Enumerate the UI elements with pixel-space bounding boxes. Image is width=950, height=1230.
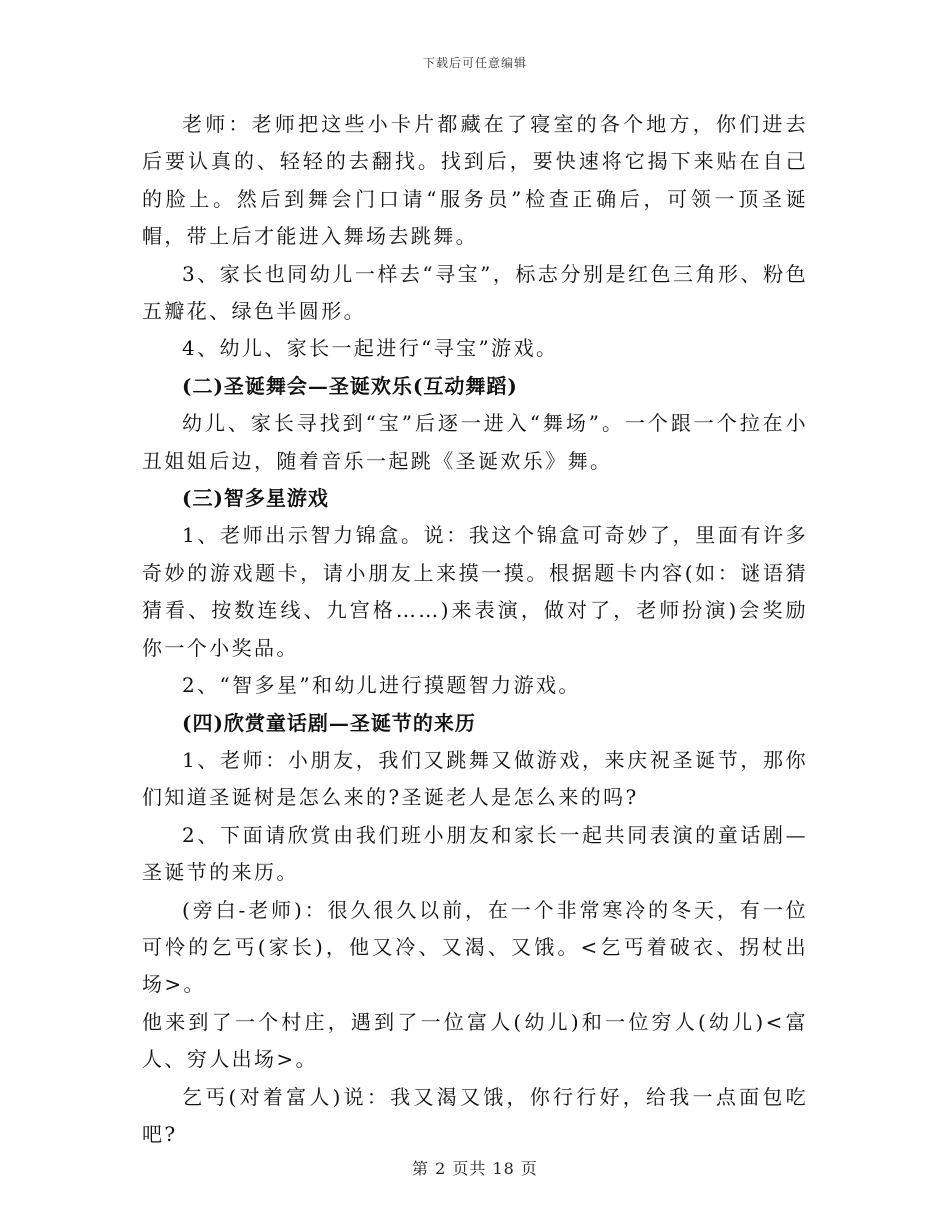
paragraph-village: 他来到了一个村庄，遇到了一位富人(幼儿)和一位穷人(幼儿)<富人、穷人出场>。 — [142, 1009, 808, 1072]
section-heading-smart-star-game: (三)智多星游戏 — [182, 486, 329, 511]
paragraph-play-step-1: 1、老师：小朋友，我们又跳舞又做游戏，来庆祝圣诞节，那你们知道圣诞树是怎么来的?圣诞老人是怎么来的吗? — [142, 747, 808, 810]
paragraph-step-3: 3、家长也同幼儿一样去“寻宝”，标志分别是红色三角形、粉色五瓣花、绿色半圆形。 — [142, 261, 808, 324]
paragraph-beggar-speaks: 乞丐(对着富人)说：我又渴又饿，你行行好，给我一点面包吃吧? — [142, 1084, 808, 1146]
document-body — [142, 106, 808, 1153]
paragraph-dance: 幼儿、家长寻找到“宝”后逐一进入“舞场”。一个跟一个拉在小丑姐姐后边，随着音乐一起跳《圣诞欢乐》舞。 — [142, 411, 808, 473]
paragraph-game-step-2: 2、“智多星”和幼儿进行摸题智力游戏。 — [182, 673, 581, 698]
paragraph-step-4: 4、幼儿、家长一起进行“寻宝”游戏。 — [182, 336, 559, 361]
paragraph-teacher-instructions: 老师：老师把这些小卡片都藏在了寝室的各个地方，你们进去后要认真的、轻轻的去翻找。找到后，要快速将它揭下来贴在自己的脸上。然后到舞会门口请“服务员”检查正确后，可领一顶圣诞帽，带上后才能进入舞场去跳舞。 — [142, 112, 808, 249]
paragraph-narration: (旁白-老师)：很久很久以前，在一个非常寒冷的冬天，有一位可怜的乞丐(家长)，他又冷、又渴、又饿。<乞丐着破衣、拐杖出场>。 — [142, 897, 808, 997]
paragraph-play-step-2: 2、下面请欣赏由我们班小朋友和家长一起共同表演的童话剧—圣诞节的来历。 — [142, 822, 808, 885]
section-heading-fairy-tale-play: (四)欣赏童话剧—圣诞节的来历 — [182, 710, 476, 735]
page-header: 下载后可任意编辑 — [422, 56, 527, 70]
paragraph-game-step-1: 1、老师出示智力锦盒。说：我这个锦盒可奇妙了，里面有许多奇妙的游戏题卡，请小朋友上来摸一摸。根据题卡内容(如：谜语猜猜看、按数连线、九宫格……)来表演，做对了，老师扮演)会奖励你一个小奖品。 — [142, 523, 808, 660]
section-heading-christmas-dance: (二)圣诞舞会—圣诞欢乐(互动舞蹈) — [182, 373, 518, 398]
page-number: 第 2 页共 18 页 — [412, 1159, 538, 1178]
